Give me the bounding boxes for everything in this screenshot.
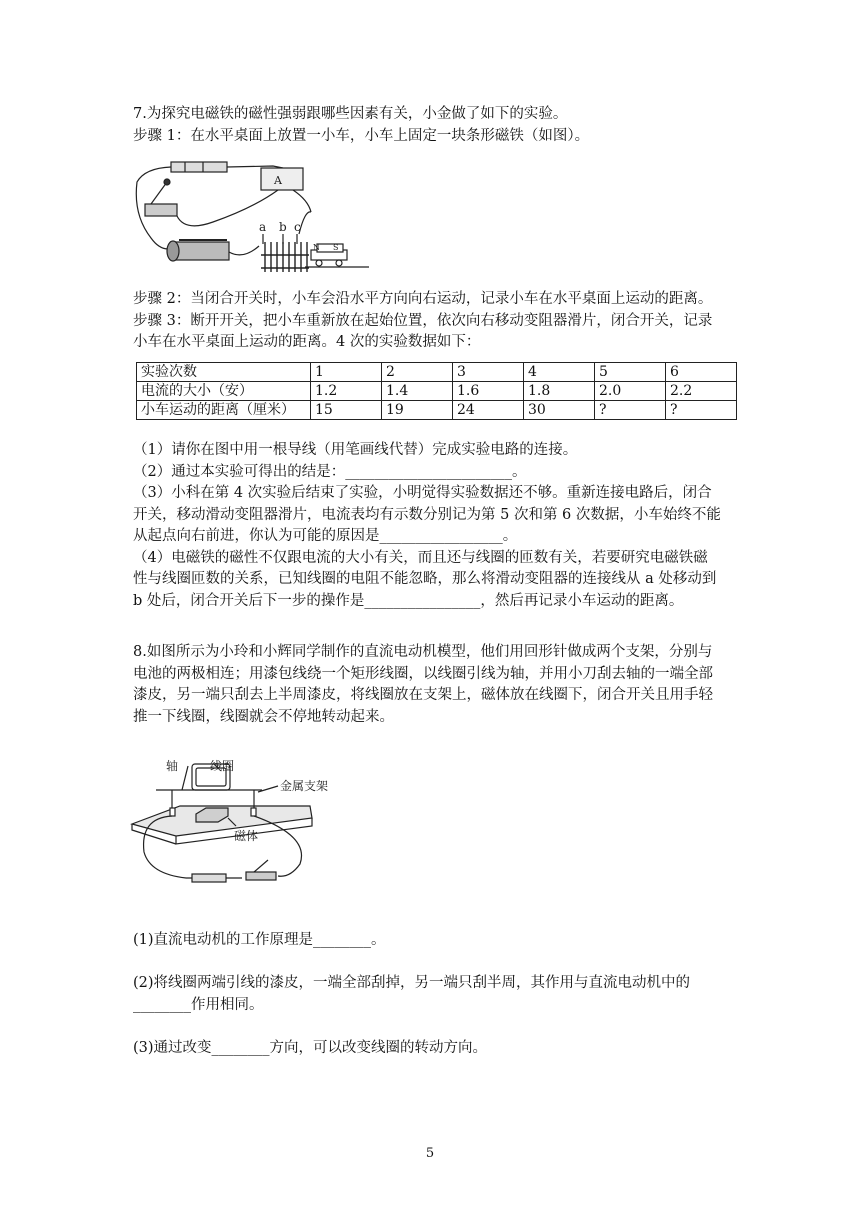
q8-intro-line1: 8.如图所示为小玲和小辉同学制作的直流电动机模型，他们用回形针做成两个支架，分别与 bbox=[133, 644, 713, 660]
label-magnet: 磁体 bbox=[234, 829, 259, 843]
q7-sub4-line3: b 处后，闭合开关后下一步的操作是________________，然后再记录小车运动的距离。 bbox=[133, 592, 684, 609]
table-cell: 2.0 bbox=[595, 382, 666, 401]
q8-sub2-line1: (2)将线圈两端引线的漆皮，一端全部刮掉，另一端只刮半周，其作用与直流电动机中的 bbox=[133, 975, 691, 991]
label-c: c bbox=[294, 220, 301, 234]
table-cell: 2.2 bbox=[666, 382, 737, 401]
q7-step3-line2: 小车在水平桌面上运动的距离。4 次的实验数据如下： bbox=[133, 334, 481, 350]
table-row bbox=[137, 401, 737, 420]
table-cell: 3 bbox=[453, 363, 524, 382]
q7-sub3-line1: （3）小科在第 4 次实验后结束了实验，小明觉得实验数据还不够。重新连接电路后，闭合 bbox=[133, 485, 712, 501]
label-b: b bbox=[279, 220, 287, 234]
table-cell: 小车运动的距离（厘米） bbox=[137, 401, 311, 420]
q8-sub3: (3)通过改变________方向，可以改变线圈的转动方向。 bbox=[133, 1040, 488, 1056]
table-cell: 4 bbox=[524, 363, 595, 382]
q8-intro-block bbox=[133, 642, 753, 728]
table-cell: ? bbox=[595, 401, 666, 420]
table-cell: 30 bbox=[524, 401, 595, 420]
q8-sub1-block bbox=[133, 930, 753, 952]
label-coil: 线圈 bbox=[210, 759, 235, 773]
table-cell: 2 bbox=[382, 363, 453, 382]
table-cell: 1.4 bbox=[382, 382, 453, 401]
q8-intro-line4: 推一下线圈，线圈就会不停地转动起来。 bbox=[133, 708, 394, 725]
table-cell: 15 bbox=[311, 401, 382, 420]
label-s: S bbox=[333, 243, 339, 252]
q7-steps-block bbox=[133, 289, 753, 354]
q8-sub2-block bbox=[133, 973, 753, 1016]
table-cell: 19 bbox=[382, 401, 453, 420]
q7-step1: 步骤 1：在水平桌面上放置一小车，小车上固定一块条形磁铁（如图）。 bbox=[133, 127, 590, 144]
q8-intro-line2: 电池的两极相连；用漆包线绕一个矩形线圈，以线圈引线为轴，并用小刀刮去轴的一端全部 bbox=[133, 665, 713, 682]
table-cell: 电流的大小（安） bbox=[137, 382, 311, 401]
q7-step2: 步骤 2：当闭合开关时，小车会沿水平方向向右运动，记录小车在水平桌面上运动的距离。 bbox=[133, 291, 713, 307]
svg-text:A: A bbox=[274, 174, 282, 187]
table-cell: 6 bbox=[666, 363, 737, 382]
page-number: 5 bbox=[425, 1146, 435, 1161]
q7-sub3-line2: 开关，移动滑动变阻器滑片，电流表均有示数分别记为第 5 次和第 6 次数据，小车始终不能 bbox=[133, 506, 721, 523]
q7-sub1: （1）请你在图中用一根导线（用笔画线代替）完成实验电路的连接。 bbox=[133, 442, 578, 458]
q7-intro: 7.为探究电磁铁的磁性强弱跟哪些因素有关，小金做了如下的实验。 bbox=[133, 106, 568, 122]
q7-intro-block bbox=[133, 104, 753, 147]
table-cell: 1 bbox=[311, 363, 382, 382]
table-row bbox=[137, 363, 737, 382]
table-cell: 实验次数 bbox=[137, 363, 311, 382]
q8-sub2-line2: ________作用相同。 bbox=[133, 996, 264, 1013]
dc-motor-figure bbox=[130, 756, 370, 886]
q7-sub2: （2）通过本实验可得出的结是：_______________________。 bbox=[133, 463, 527, 480]
label-a: a bbox=[259, 220, 267, 234]
table-row bbox=[137, 382, 737, 401]
label-axis: 轴 bbox=[166, 759, 179, 773]
table-cell: 1.8 bbox=[524, 382, 595, 401]
label-bracket: 金属支架 bbox=[280, 779, 329, 793]
q7-sub4-line1: （4）电磁铁的磁性不仅跟电流的大小有关，而且还与线圈的匝数有关，若要研究电磁铁磁 bbox=[133, 549, 708, 566]
electromagnet-circuit-figure bbox=[133, 160, 373, 280]
table-cell: 1.6 bbox=[453, 382, 524, 401]
table-cell: 1.2 bbox=[311, 382, 382, 401]
q7-sub4-line2: 性与线圈匝数的关系，已知线圈的电阻不能忽略，那么将滑动变阻器的连接线从 a 处移动到 bbox=[133, 571, 717, 587]
q8-sub1: (1)直流电动机的工作原理是________。 bbox=[133, 932, 386, 948]
q8-sub3-block bbox=[133, 1038, 753, 1060]
table-cell: ? bbox=[666, 401, 737, 420]
q7-step3-line1: 步骤 3：断开开关，把小车重新放在起始位置，依次向右移动变阻器滑片，闭合开关，记录 bbox=[133, 312, 713, 329]
experiment-data-table bbox=[136, 362, 737, 420]
label-n: N bbox=[313, 243, 320, 252]
table-cell: 24 bbox=[453, 401, 524, 420]
table-cell: 5 bbox=[595, 363, 666, 382]
q7-subquestions bbox=[133, 440, 753, 612]
q7-sub3-line3: 从起点向右前进，你认为可能的原因是_________________。 bbox=[133, 528, 518, 544]
q8-intro-line3: 漆皮，另一端只刮去上半周漆皮，将线圈放在支架上，磁体放在线圈下，闭合开关且用手轻 bbox=[133, 687, 713, 703]
